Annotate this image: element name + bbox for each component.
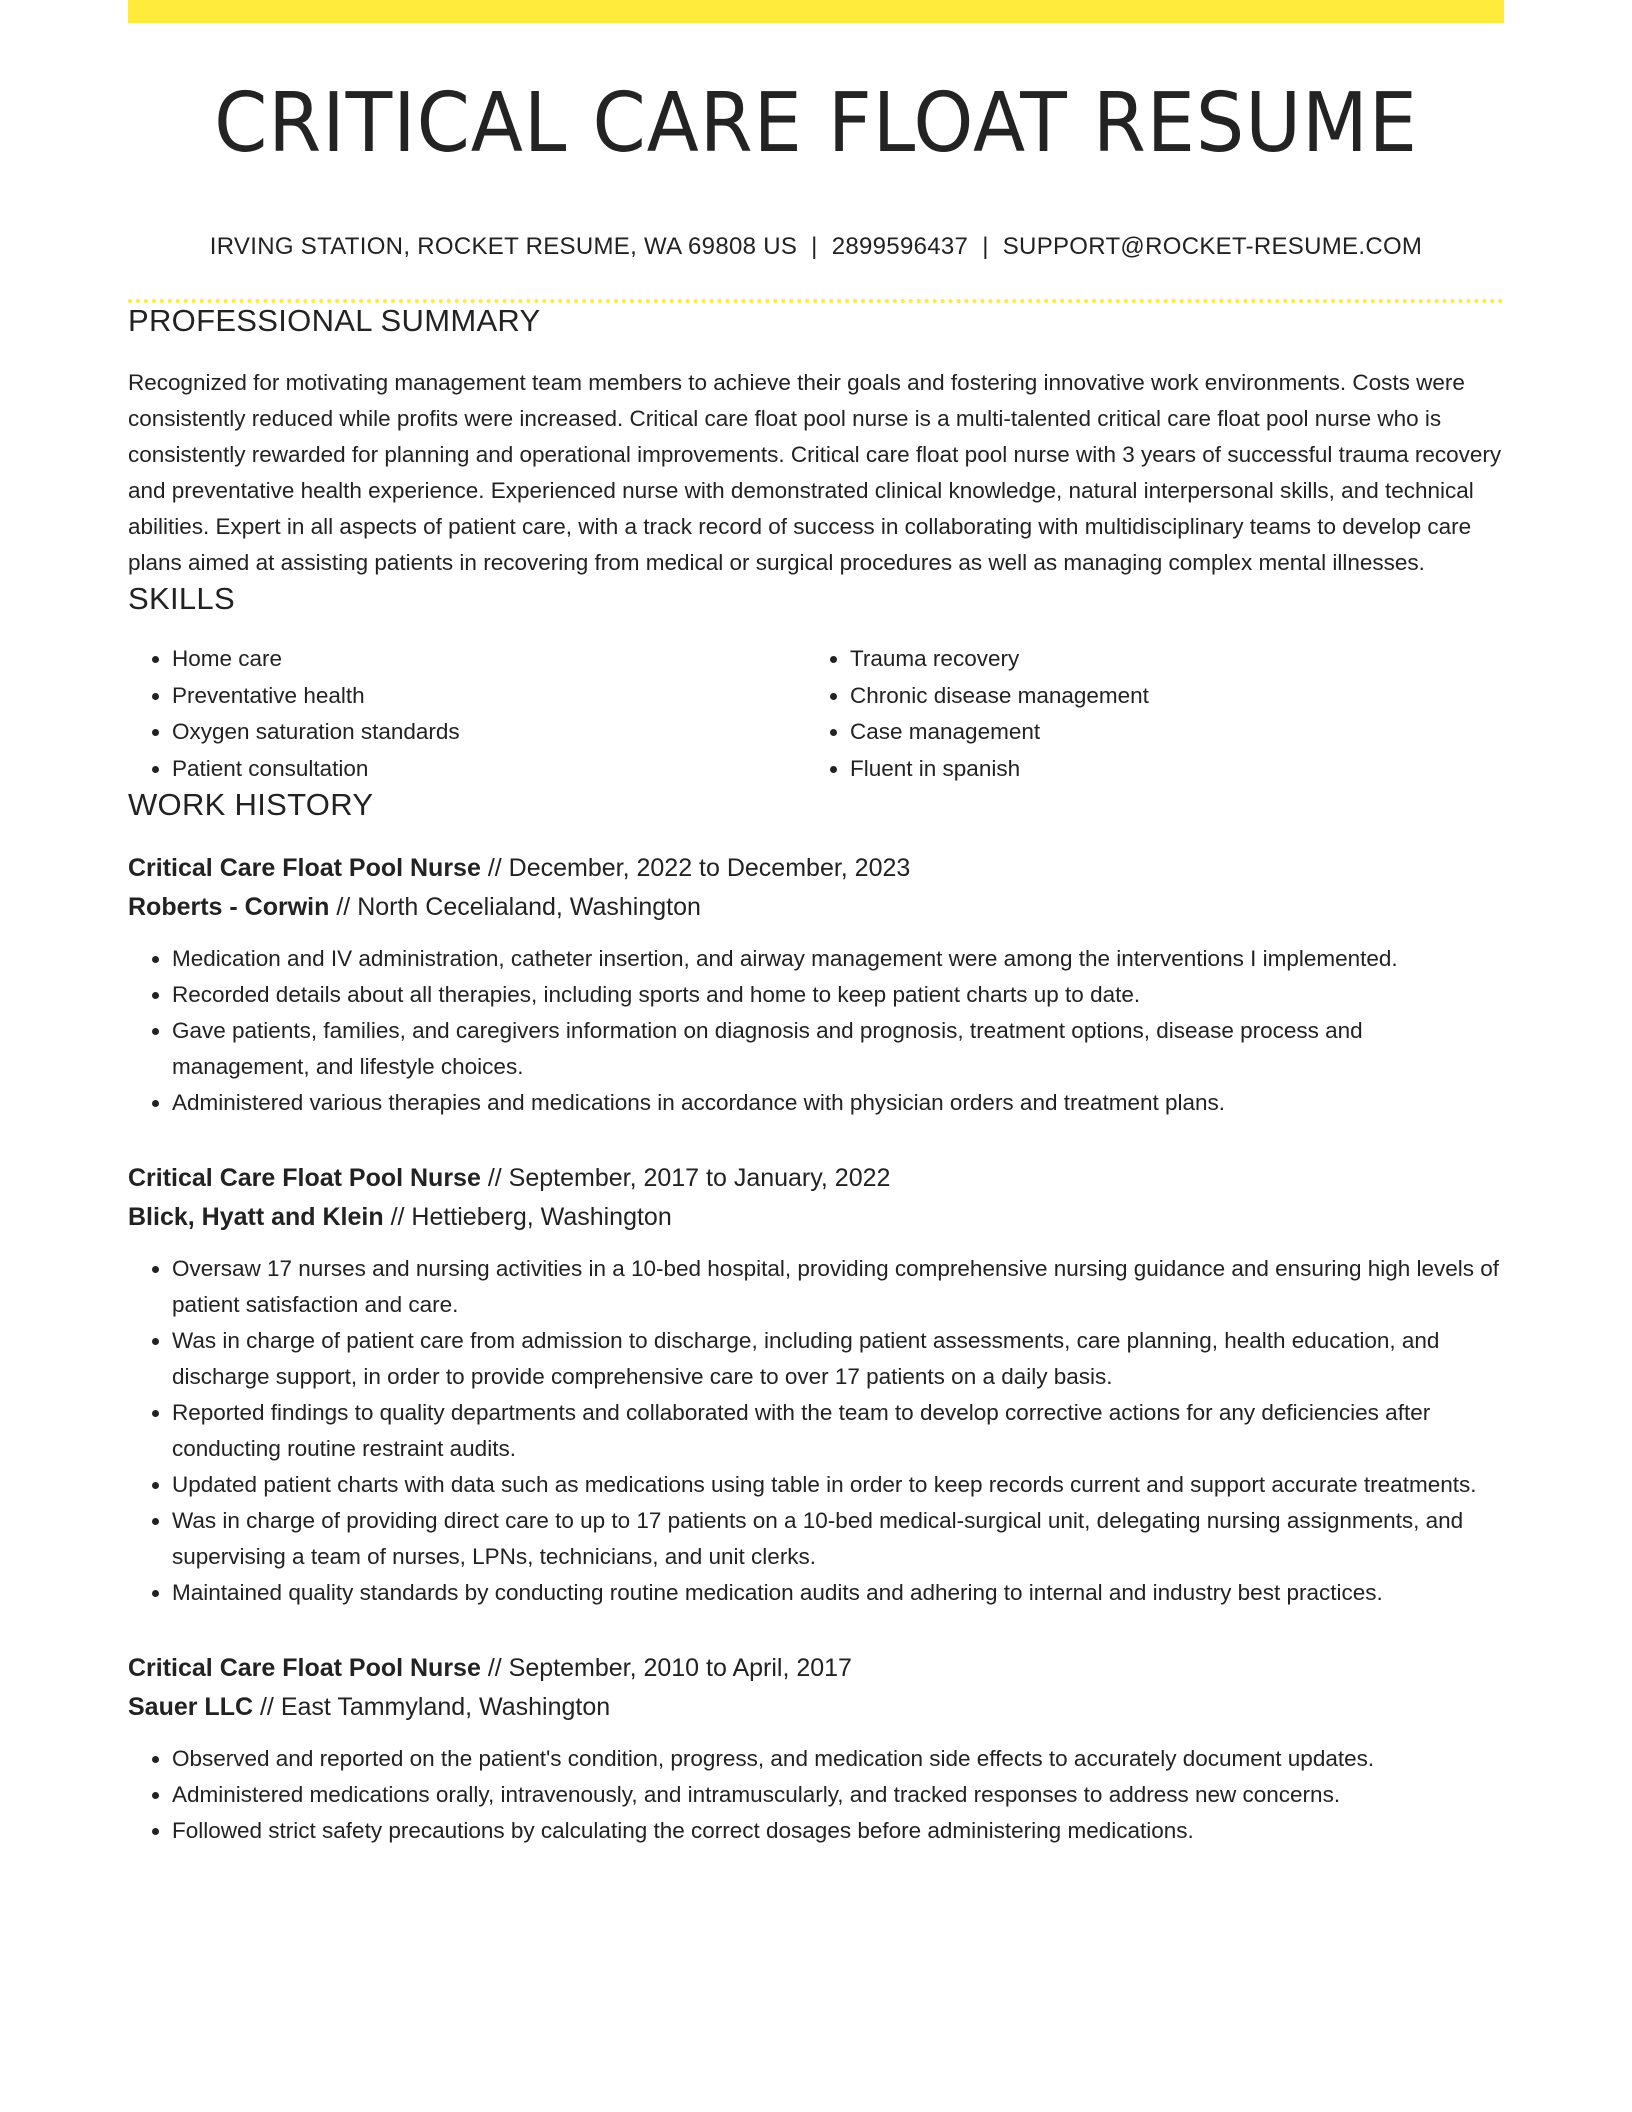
job-dates: // September, 2017 to January, 2022 bbox=[480, 1164, 891, 1192]
job-bullet: • Oversaw 17 nurses and nursing activities in a 10-bed hospital, providing comprehensive nursing guidance and ensuring high levels of patient satisfaction and care. bbox=[172, 1251, 1504, 1323]
skills-grid bbox=[128, 641, 1504, 787]
job-location: // North Cecelialand, Washington bbox=[329, 893, 701, 921]
contact-line bbox=[128, 233, 1504, 261]
job-employer: Sauer LLC bbox=[128, 1693, 254, 1721]
resume-page bbox=[128, 0, 1504, 2112]
job-title: Critical Care Float Pool Nurse bbox=[128, 1164, 481, 1192]
skill-item: • Oxygen saturation standards bbox=[172, 714, 806, 751]
job-title-line bbox=[128, 1649, 1504, 1688]
job-entry bbox=[128, 1159, 1504, 1611]
job-bullet: • Administered medications orally, intravenously, and intramuscularly, and tracked responses to address new concerns. bbox=[172, 1777, 1504, 1813]
skill-item: • Chronic disease management bbox=[850, 678, 1484, 715]
work-history-heading: WORK HISTORY bbox=[128, 787, 374, 822]
job-bullet: • Was in charge of patient care from admission to discharge, including patient assessments, care planning, health education, and discharge support, in order to provide comprehensive care to over 17 patients on a daily basis. bbox=[172, 1323, 1504, 1395]
job-employer-line bbox=[128, 1688, 1504, 1727]
job-bullet: • Updated patient charts with data such as medications using table in order to keep records current and support accurate treatments. bbox=[172, 1467, 1504, 1503]
job-entry bbox=[128, 849, 1504, 1121]
job-bullet: • Maintained quality standards by conducting routine medication audits and adhering to internal and industry best practices. bbox=[172, 1575, 1504, 1611]
job-bullet: • Gave patients, families, and caregivers information on diagnosis and prognosis, treatment options, disease process and management, and lifestyle choices. bbox=[172, 1013, 1504, 1085]
skill-item: • Case management bbox=[850, 714, 1484, 751]
resume-title: CRITICAL CARE FLOAT RESUME bbox=[214, 76, 1418, 171]
job-bullets bbox=[128, 1251, 1504, 1611]
skill-item: • Preventative health bbox=[172, 678, 806, 715]
contact-email: SUPPORT@ROCKET-RESUME.COM bbox=[1002, 233, 1423, 260]
job-title: Critical Care Float Pool Nurse bbox=[128, 1654, 481, 1682]
summary-heading: PROFESSIONAL SUMMARY bbox=[128, 303, 541, 338]
job-location: // Hettieberg, Washington bbox=[383, 1203, 672, 1231]
skills-list-left bbox=[128, 641, 806, 787]
job-bullets bbox=[128, 1741, 1504, 1849]
summary-text: Recognized for motivating management team members to achieve their goals and fostering innovative work environments. Costs were consistently reduced while profits were increased. Critical care float pool nurse is a multi-talented critical care float pool nurse who is consistently rewarded for planning and operational improvements. Critical care float pool nurse with 3 years of successful trauma recovery and preventative health experience. Experienced nurse with demonstrated clinical knowledge, natural interpersonal skills, and technical abilities. Expert in all aspects of patient care, with a track record of success in collaborating with multidisciplinary teams to develop care plans aimed at assisting patients in recovering from medical or surgical procedures as well as managing complex mental illnesses. bbox=[128, 370, 1502, 575]
accent-top-bar bbox=[128, 0, 1504, 23]
job-employer: Blick, Hyatt and Klein bbox=[128, 1203, 384, 1231]
skills-heading: SKILLS bbox=[128, 581, 235, 616]
job-title: Critical Care Float Pool Nurse bbox=[128, 854, 481, 882]
skill-item: • Fluent in spanish bbox=[850, 751, 1484, 788]
job-bullet: • Medication and IV administration, catheter insertion, and airway management were among the interventions I implemented. bbox=[172, 941, 1504, 977]
job-bullet: • Recorded details about all therapies, including sports and home to keep patient charts up to date. bbox=[172, 977, 1504, 1013]
job-bullet: • Reported findings to quality departments and collaborated with the team to develop corrective actions for any deficiencies after conducting routine restraint audits. bbox=[172, 1395, 1504, 1467]
job-bullets bbox=[128, 941, 1504, 1121]
skill-item: • Trauma recovery bbox=[850, 641, 1484, 678]
job-employer-line bbox=[128, 888, 1504, 927]
job-title-line bbox=[128, 1159, 1504, 1198]
job-bullet: • Was in charge of providing direct care to up to 17 patients on a 10-bed medical-surgical unit, delegating nursing assignments, and supervising a team of nurses, LPNs, technicians, and unit clerks. bbox=[172, 1503, 1504, 1575]
skill-item: • Home care bbox=[172, 641, 806, 678]
job-bullet: • Observed and reported on the patient's condition, progress, and medication side effects to accurately document updates. bbox=[172, 1741, 1504, 1777]
contact-separator: | bbox=[811, 233, 818, 260]
job-location: // East Tammyland, Washington bbox=[253, 1693, 611, 1721]
job-dates: // December, 2022 to December, 2023 bbox=[480, 854, 911, 882]
job-entry bbox=[128, 1649, 1504, 1849]
job-bullet: • Administered various therapies and medications in accordance with physician orders and treatment plans. bbox=[172, 1085, 1504, 1121]
skill-item: • Patient consultation bbox=[172, 751, 806, 788]
job-dates: // September, 2010 to April, 2017 bbox=[480, 1654, 852, 1682]
job-bullet: • Followed strict safety precautions by calculating the correct dosages before administering medications. bbox=[172, 1813, 1504, 1849]
job-employer: Roberts - Corwin bbox=[128, 893, 330, 921]
contact-address: IRVING STATION, ROCKET RESUME, WA 69808 US bbox=[209, 233, 798, 260]
job-title-line bbox=[128, 849, 1504, 888]
skills-list-right bbox=[806, 641, 1484, 787]
job-employer-line bbox=[128, 1198, 1504, 1237]
contact-phone: 2899596437 bbox=[831, 233, 969, 260]
contact-separator: | bbox=[982, 233, 989, 260]
